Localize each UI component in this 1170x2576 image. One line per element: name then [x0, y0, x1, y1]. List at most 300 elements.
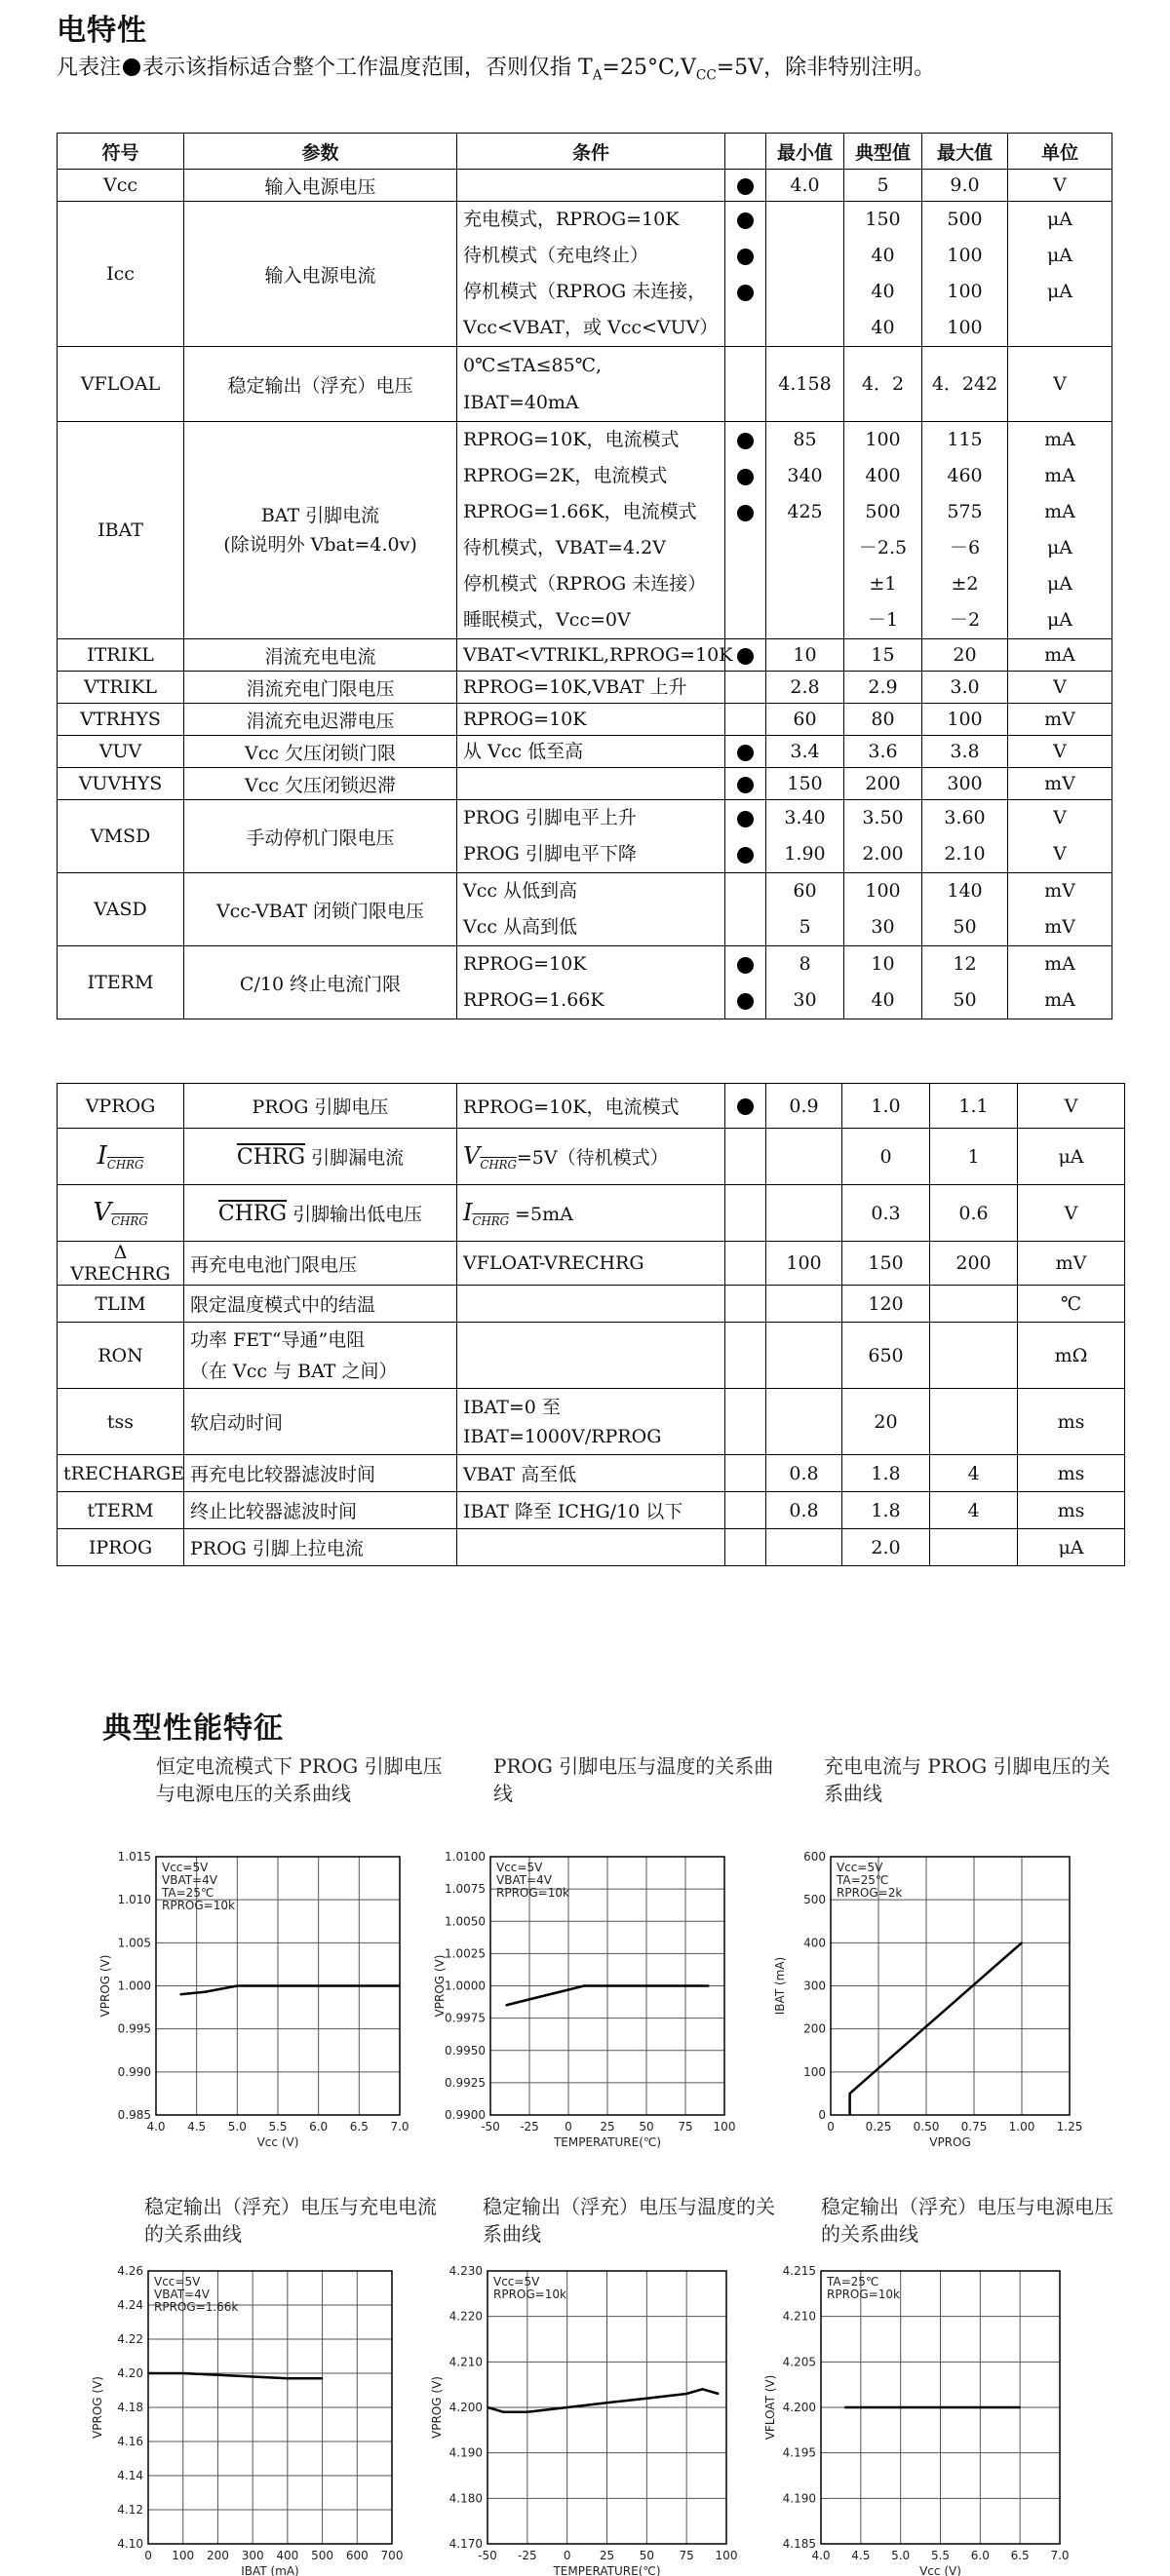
unit-lines [1008, 736, 1112, 767]
max-line: 460 [947, 465, 983, 486]
table-row [58, 1455, 1125, 1492]
typ-line: 10 [871, 953, 895, 975]
x-tick-label: 75 [679, 2549, 694, 2562]
dot-cell [725, 1286, 766, 1323]
unit-line: μA [1046, 537, 1073, 558]
parameter-over: CHRG [236, 1145, 306, 1170]
dot-cell [725, 347, 766, 422]
dot-cell [725, 704, 766, 736]
min-line: 60 [793, 880, 817, 902]
min-cell [766, 800, 844, 873]
unit-line: mA [1044, 644, 1075, 666]
min-line: 4.158 [778, 373, 832, 395]
min-cell: 100 [766, 1242, 842, 1286]
max-line: 3.8 [950, 741, 980, 762]
condition-line: VBAT<VTRIKL,RPROG=10K [463, 644, 733, 666]
chart-annotation: Vcc=5V [154, 2275, 201, 2288]
condition-cell [457, 1323, 725, 1389]
y-tick-label: 0.990 [117, 2064, 151, 2079]
data-point [359, 1985, 361, 1987]
typ-line: 2.00 [862, 843, 904, 865]
bullet-dot-icon [737, 505, 754, 521]
data-point [567, 1989, 569, 1991]
y-tick-label: 4.215 [782, 2264, 816, 2278]
symbol-cell: VFLOAL [58, 347, 184, 422]
table-row [58, 422, 1112, 639]
typ-cell: 2.0 [842, 1529, 930, 1566]
min-line [766, 530, 843, 566]
condition-cell [457, 736, 725, 768]
x-tick-label: 300 [241, 2549, 264, 2562]
x-axis-label: TEMPERATURE(℃) [553, 2564, 661, 2576]
data-point [287, 2377, 289, 2379]
intro-after: 表示该指标适合整个工作温度范围，否则仅指 T [142, 56, 593, 80]
condition-cell [457, 946, 725, 1019]
unit-line: V [1053, 807, 1067, 828]
condition-lines [463, 672, 719, 703]
table-row [58, 768, 1112, 800]
max-line: 3.60 [944, 807, 986, 828]
max-line: 9.0 [950, 174, 980, 196]
dot-cell [725, 1242, 766, 1286]
y-axis-label: VPROG (V) [433, 1954, 447, 2018]
unit-lines [1008, 768, 1112, 799]
x-tick-label: 25 [600, 2120, 615, 2134]
data-point [583, 1985, 585, 1987]
condition-line: PROG 引脚电平上升 [463, 807, 637, 828]
symbol-cell: VASD [58, 873, 184, 946]
data-point [237, 1985, 239, 1987]
y-tick-label: 100 [803, 2064, 826, 2079]
y-axis-label: IBAT (mA) [773, 1956, 787, 2016]
x-tick-label: -50 [481, 2120, 500, 2134]
min-lines [766, 672, 843, 703]
min-line: 150 [787, 773, 823, 794]
y-tick-label: 0.985 [117, 2108, 151, 2122]
condition-line: RPROG=2K，电流模式 [463, 465, 668, 486]
header-cell: 条件 [457, 134, 725, 170]
data-point [505, 2005, 507, 2007]
y-tick-label: 4.16 [117, 2435, 143, 2448]
typ-cell [844, 704, 922, 736]
max-lines [922, 639, 1007, 671]
min-lines [766, 704, 843, 735]
y-axis-label: VPROG (V) [91, 2376, 104, 2439]
intro-cc-sub: CC [695, 67, 717, 84]
dot-cell [725, 672, 766, 704]
typ-line: －1 [867, 609, 899, 631]
typ-cell [844, 800, 922, 873]
condition-line: 充电模式，RPROG=10K [463, 209, 680, 230]
condition-line: Vcc<VBAT，或 Vcc<VUV） [463, 317, 719, 338]
data-point [147, 2372, 149, 2374]
condition-cell [457, 202, 725, 347]
data-point [566, 2406, 568, 2408]
unit-line: μA [1046, 209, 1073, 230]
unit-line: μA [1046, 245, 1073, 266]
typ-cell [844, 946, 922, 1019]
y-axis-label: VPROG (V) [98, 1954, 112, 2018]
unit-cell: mV [1018, 1242, 1125, 1286]
table-row [58, 873, 1112, 946]
min-cell [766, 736, 844, 768]
y-tick-label: 4.18 [117, 2401, 143, 2414]
min-cell [766, 347, 844, 422]
max-line: －6 [949, 537, 981, 558]
bullet-dot-icon [737, 811, 754, 827]
condition-line: RPROG=1.66K，电流模式 [463, 501, 697, 522]
x-tick-label: 4.5 [851, 2549, 871, 2562]
unit-line: mV [1044, 880, 1075, 902]
parameter-lines [190, 501, 450, 559]
typ-lines [844, 704, 921, 735]
section-title-electrical: 电特性 [57, 14, 147, 48]
min-line: 85 [793, 429, 817, 450]
y-tick-label: 0.9925 [445, 2075, 486, 2090]
max-lines [922, 170, 1007, 201]
chart-title: 稳定输出（浮充）电压与充电电流的关系曲线 [144, 2195, 437, 2246]
x-tick-label: 100 [715, 2549, 738, 2562]
dot-cell [725, 422, 766, 639]
data-point [204, 1991, 206, 1993]
max-cell [930, 1529, 1018, 1566]
condition-cell [457, 1389, 725, 1455]
typ-line: 15 [871, 644, 895, 666]
parameter-line: （在 Vcc 与 BAT 之间） [190, 1360, 398, 1382]
header-cell: 参数 [184, 134, 457, 170]
condition-lines [463, 704, 719, 735]
x-tick-label: 7.0 [390, 2120, 410, 2134]
parameter-cell: PROG 引脚上拉电流 [184, 1529, 457, 1566]
symbol-cell: VTRIKL [58, 672, 184, 704]
dot-cell [725, 873, 766, 946]
unit-line: mA [1044, 953, 1075, 975]
min-lines [766, 800, 843, 872]
x-tick-label: 500 [311, 2549, 334, 2562]
min-cell [766, 873, 844, 946]
max-cell [922, 946, 1008, 1019]
dot-line [725, 310, 765, 346]
parameter-line: BAT 引脚电流 [260, 505, 380, 526]
bullet-dot-icon [737, 469, 754, 485]
condition-sub: CHRG [472, 1213, 510, 1228]
y-tick-label: 4.210 [782, 2309, 816, 2324]
min-cell [766, 1323, 842, 1389]
data-point [900, 2406, 902, 2408]
y-tick-label: 0.995 [117, 2021, 151, 2036]
condition-line: RPROG=10K [463, 709, 587, 730]
condition-main: V [463, 1141, 481, 1170]
condition-cell [457, 1129, 725, 1185]
data-point [685, 2393, 687, 2395]
x-tick-label: 4.5 [187, 2120, 207, 2134]
y-tick-label: 4.195 [782, 2445, 816, 2460]
typ-cell: 1.0 [842, 1084, 930, 1129]
dot-line [725, 274, 765, 310]
condition-line: RPROG=1.66K [463, 989, 604, 1011]
intro-text [57, 53, 1110, 91]
unit-cell: ms [1018, 1455, 1125, 1492]
condition-line: Vcc 从高到低 [463, 916, 578, 938]
y-tick-label: 4.230 [448, 2264, 483, 2278]
unit-lines [1008, 946, 1112, 1019]
chart-annotation: RPROG=10k [493, 2288, 566, 2301]
dot-lines [725, 672, 765, 703]
unit-line: V [1053, 676, 1067, 698]
parameter-line: 功率 FET“导通”电阻 [190, 1328, 366, 1351]
typ-cell: 120 [842, 1286, 930, 1323]
min-lines [766, 736, 843, 767]
min-line: 10 [793, 644, 817, 666]
min-line: 3.40 [784, 807, 826, 828]
unit-line: mA [1044, 989, 1075, 1011]
min-line: 425 [787, 501, 823, 522]
chart-title: 恒定电流模式下 PROG 引脚电压与电源电压的关系曲线 [156, 1754, 443, 1805]
condition-cell: VBAT 高至低 [457, 1455, 725, 1492]
typ-line: －2.5 [858, 537, 908, 558]
min-cell [766, 639, 844, 672]
dot-cell [725, 768, 766, 800]
y-tick-label: 4.200 [782, 2401, 816, 2414]
condition-cell: IBAT 降至 ICHG/10 以下 [457, 1492, 725, 1529]
max-lines [922, 800, 1007, 872]
typ-lines [844, 736, 921, 767]
symbol-cell: tRECHARGE [58, 1455, 184, 1492]
x-tick-label: 600 [345, 2549, 369, 2562]
min-cell [766, 202, 844, 347]
typ-lines [844, 639, 921, 671]
condition-cell [457, 347, 725, 422]
min-lines [766, 768, 843, 799]
min-line: 340 [787, 465, 823, 486]
chart-plot [91, 2264, 404, 2576]
max-line: 50 [953, 989, 977, 1011]
max-line: ±2 [951, 573, 979, 595]
chart-annotation: TA=25℃ [162, 1886, 214, 1900]
bullet-dot-icon [737, 285, 754, 301]
min-line: 4.0 [790, 174, 820, 196]
x-axis-label: VPROG [929, 2135, 971, 2149]
condition-lines [463, 736, 719, 767]
unit-cell: V [1018, 1185, 1125, 1242]
parameter-cell: 稳定输出（浮充）电压 [184, 347, 457, 422]
parameter-text: 引脚输出低电压 [287, 1204, 423, 1225]
table-row [58, 672, 1112, 704]
typ-lines [844, 202, 921, 346]
parameter-cell: 输入电源电压 [184, 170, 457, 202]
table-row [58, 1529, 1125, 1566]
max-line: 50 [953, 916, 977, 938]
symbol-cell: Δ VRECHRG [58, 1242, 184, 1286]
min-cell: 0.8 [766, 1492, 842, 1529]
symbol-cell: tss [58, 1389, 184, 1455]
dot-line [725, 602, 765, 638]
y-tick-label: 0 [818, 2108, 826, 2122]
dot-cell [725, 1455, 766, 1492]
min-line [766, 274, 843, 310]
unit-line: μA [1046, 609, 1073, 631]
series-line [180, 1986, 400, 1995]
condition-line: IBAT=40mA [463, 392, 579, 413]
x-tick-label: 0 [144, 2549, 152, 2562]
max-line: 4．242 [931, 373, 998, 395]
electrical-table-2 [57, 1083, 1125, 1566]
bullet-dot-icon [737, 178, 754, 195]
typ-cell: 0.3 [842, 1185, 930, 1242]
data-point [646, 2398, 648, 2400]
unit-cell: mΩ [1018, 1323, 1125, 1389]
unit-line [1008, 310, 1112, 346]
condition-lines [463, 347, 719, 421]
condition-cell [457, 768, 725, 800]
chart-annotation: Vcc=5V [496, 1861, 543, 1874]
x-tick-label: 0 [563, 2549, 571, 2562]
max-cell [922, 873, 1008, 946]
table-row [58, 347, 1112, 422]
chart-plot [433, 1850, 736, 2149]
min-lines [766, 170, 843, 201]
y-tick-label: 4.205 [782, 2355, 816, 2369]
header-cell: 典型值 [844, 134, 922, 170]
max-line: 20 [953, 644, 977, 666]
data-point [645, 1985, 647, 1987]
x-tick-label: 1.00 [1008, 2120, 1035, 2134]
typ-line: 2.9 [868, 676, 898, 698]
typ-cell: 650 [842, 1323, 930, 1389]
unit-lines [1008, 170, 1112, 201]
data-point [844, 2406, 846, 2408]
max-line: 140 [947, 880, 983, 902]
bullet-dot-icon [737, 957, 754, 974]
condition-cell [457, 170, 725, 202]
max-cell: 200 [930, 1242, 1018, 1286]
x-tick-label: 50 [639, 2120, 654, 2134]
parameter-cell: 终止比较器滤波时间 [184, 1492, 457, 1529]
y-tick-label: 4.180 [448, 2491, 483, 2506]
typ-line: 400 [865, 465, 901, 486]
condition-cell [457, 639, 733, 672]
unit-lines [1008, 639, 1112, 671]
symbol-cell: ITERM [58, 946, 184, 1019]
bullet-dot-icon [737, 648, 754, 665]
chart-annotation: TA=25℃ [827, 2275, 879, 2288]
y-tick-label: 500 [803, 1893, 826, 1907]
dot-lines [725, 800, 765, 872]
dot-lines [725, 170, 765, 201]
max-cell [922, 202, 1008, 347]
typ-cell: 20 [842, 1389, 930, 1455]
min-cell [766, 704, 844, 736]
unit-lines [1008, 347, 1112, 421]
table-header-row [58, 134, 1112, 170]
dot-cell [725, 946, 766, 1019]
unit-line: mV [1044, 773, 1075, 794]
symbol-cell: VTRHYS [58, 704, 184, 736]
data-point [503, 2411, 505, 2413]
typ-line: 3.50 [862, 807, 904, 828]
data-point [606, 1985, 608, 1987]
x-tick-label: 50 [639, 2549, 654, 2562]
x-tick-label: 5.5 [268, 2120, 288, 2134]
x-tick-label: 0 [827, 2120, 835, 2134]
y-tick-label: 4.24 [117, 2298, 143, 2312]
parameter-cell: Vcc 欠压闭锁门限 [184, 736, 457, 768]
x-tick-label: 4.0 [146, 2120, 166, 2134]
max-cell [922, 170, 1008, 202]
typ-cell [844, 347, 922, 422]
parameter-over: CHRG [217, 1202, 288, 1226]
header-cell: 符号 [58, 134, 184, 170]
y-tick-label: 1.0100 [445, 1850, 486, 1864]
unit-line: μA [1046, 573, 1073, 595]
typ-cell [844, 170, 922, 202]
chart-annotation: RPROG=10k [496, 1886, 569, 1900]
max-line: 3.0 [950, 676, 980, 698]
condition-line [463, 768, 719, 799]
parameter-cell: 软启动时间 [184, 1389, 457, 1455]
y-tick-label: 4.170 [448, 2537, 483, 2551]
y-tick-label: 4.14 [117, 2469, 143, 2482]
header-cell: 最大值 [922, 134, 1008, 170]
table-row [58, 639, 1112, 672]
x-tick-label: 0 [565, 2120, 572, 2134]
dot-lines [725, 946, 765, 1019]
unit-lines [1008, 202, 1112, 346]
typ-cell: 150 [842, 1242, 930, 1286]
parameter-line: (除说明外 Vbat=4.0v) [223, 534, 417, 556]
typ-cell [844, 873, 922, 946]
table-row [58, 170, 1112, 202]
data-point [849, 2093, 851, 2095]
parameter-cell: C/10 终止电流门限 [184, 946, 457, 1019]
typ-lines [844, 873, 921, 945]
min-cell [766, 422, 844, 639]
symbol-cell [58, 1185, 184, 1242]
unit-cell [1008, 170, 1112, 202]
dot-lines [725, 704, 765, 735]
electrical-table-1 [57, 133, 1112, 1019]
condition-lines [463, 639, 733, 671]
dot-line [725, 566, 765, 602]
typ-cell [844, 639, 922, 672]
x-tick-label: 6.0 [970, 2549, 990, 2562]
max-cell [930, 1286, 1018, 1323]
parameter-cell [184, 1129, 457, 1185]
chart-annotation: RPROG=10k [162, 1899, 235, 1912]
y-tick-label: 1.015 [117, 1850, 151, 1864]
unit-cell: ms [1018, 1492, 1125, 1529]
dot-line [725, 170, 765, 201]
symbol-cell: IBAT [58, 422, 184, 639]
max-lines [922, 768, 1007, 799]
typ-lines [844, 768, 921, 799]
table-row [58, 946, 1112, 1019]
max-lines [922, 873, 1007, 945]
min-cell [766, 1389, 842, 1455]
symbol-cell: ITRIKL [58, 639, 184, 672]
min-lines [766, 422, 843, 638]
condition-sub: CHRG [480, 1157, 517, 1172]
y-tick-label: 0.9950 [445, 2043, 486, 2057]
symbol-cell: Icc [58, 202, 184, 347]
table-row [58, 1185, 1125, 1242]
condition-line: 待机模式，VBAT=4.2V [463, 537, 666, 558]
max-line: 300 [947, 773, 983, 794]
min-cell [766, 672, 844, 704]
y-tick-label: 400 [803, 1936, 826, 1950]
max-line: －2 [949, 609, 981, 631]
min-cell [766, 1286, 842, 1323]
